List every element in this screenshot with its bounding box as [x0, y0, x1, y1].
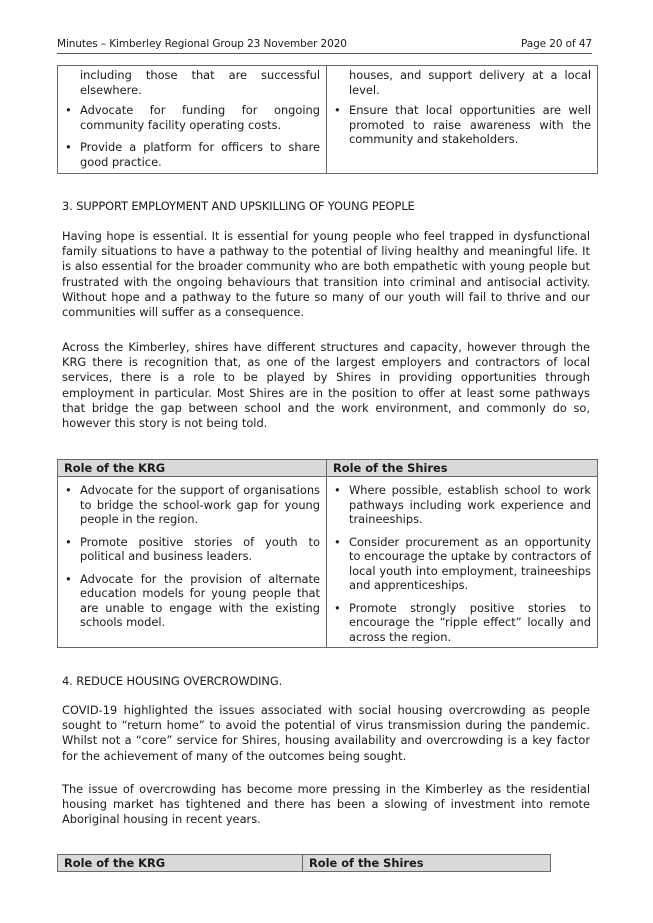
section-4-paragraph-1: COVID-19 highlighted the issues associated with social housing overcrowding as people sought to “return home” to avoid the potential of virus transmission during the pandemic. Whilst not a “core” service for Shires, housing availability and overcrowding is a key factor for the achievement of many of the outcomes being sought.	[62, 703, 590, 763]
section-4-paragraph-2: The issue of overcrowding has become more pressing in the Kimberley as the residential housing market has tightened and there has been a slowing of investment into remote Aboriginal housing in recent years.	[62, 782, 590, 827]
column-header-krg: Role of the KRG	[58, 460, 327, 477]
list-item: • Consider procurement as an opportunity to encourage the uptake by contractors of local youth into employment, traineeships and apprenticeships.	[327, 535, 597, 593]
krg-cell	[58, 477, 327, 648]
list-item: • Provide a platform for officers to share good practice.	[58, 140, 326, 169]
krg-cell	[58, 66, 327, 174]
list-item: • Advocate for the provision of alternate education models for young people that are unable to engage with the existing schools model.	[58, 572, 326, 630]
document-title: Minutes – Kimberley Regional Group 23 November 2020	[57, 38, 347, 50]
list-item: • Advocate for funding for ongoing community facility operating costs.	[58, 103, 326, 132]
page-header	[57, 38, 592, 54]
shires-cell	[327, 66, 598, 174]
list-item: • Ensure that local opportunities are well promoted to raise awareness with the community and stakeholders.	[327, 103, 597, 147]
section-3-paragraph-2: Across the Kimberley, shires have different structures and capacity, however through the KRG there is recognition that, as one of the largest employers and contractors of local services, there is a role to be played by Shires in providing opportunities through employment in particular. Most Shires are in the position to offer at least some pathways that bridge the gap between school and the work environment, and commonly do so, however this story is not being told.	[62, 340, 590, 431]
column-header-shires: Role of the Shires	[303, 855, 551, 872]
roles-table-3	[57, 854, 551, 872]
shires-cell	[327, 477, 598, 648]
roles-table-2	[57, 459, 598, 648]
roles-table-1	[57, 65, 598, 174]
page-number: Page 20 of 47	[521, 38, 592, 50]
list-item: • Promote positive stories of youth to political and business leaders.	[58, 535, 326, 564]
column-header-krg: Role of the KRG	[58, 855, 303, 872]
krg-continued-text: including those that are successful elsewhere.	[80, 68, 320, 97]
shires-continued-text: houses, and support delivery at a local level.	[349, 68, 591, 97]
list-item: • Where possible, establish school to work pathways including work experience and traineeships.	[327, 483, 597, 527]
list-item: • Promote strongly positive stories to encourage the “ripple effect” locally and across the region.	[327, 601, 597, 645]
section-3-heading: 3. SUPPORT EMPLOYMENT AND UPSKILLING OF YOUNG PEOPLE	[62, 199, 415, 213]
section-3-paragraph-1: Having hope is essential. It is essential for young people who feel trapped in dysfunctional family situations to have a pathway to the potential of living healthy and meaningful life. It is also essential for the broader community who are both empathetic with young people but frustrated with the ongoing behaviours that transition into criminal and antisocial activity. Without hope and a pathway to the future so many of our youth will fail to thrive and our communities will suffer as a consequence.	[62, 229, 590, 320]
section-4-heading: 4. REDUCE HOUSING OVERCROWDING.	[62, 674, 283, 688]
column-header-shires: Role of the Shires	[327, 460, 598, 477]
list-item: • Advocate for the support of organisations to bridge the school-work gap for young people in the region.	[58, 483, 326, 527]
